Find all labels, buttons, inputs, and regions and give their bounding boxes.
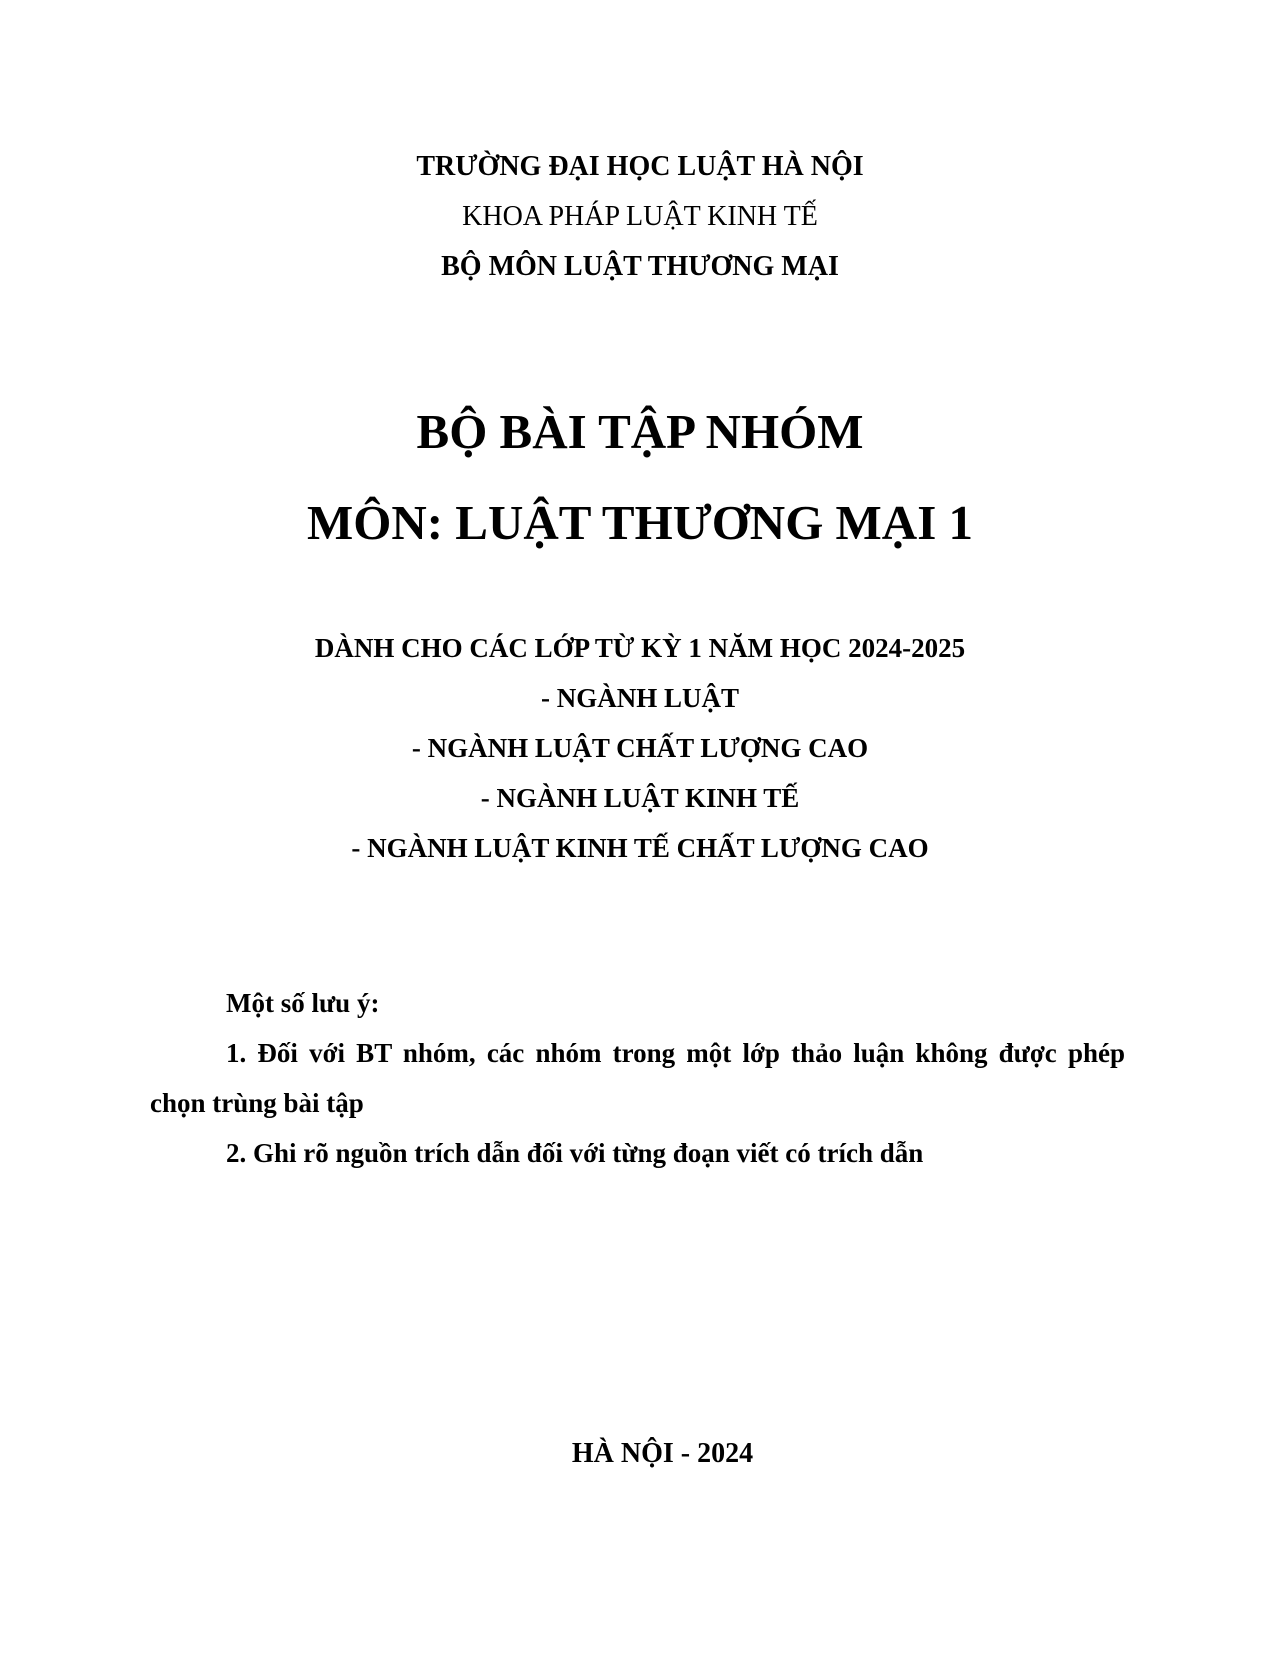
- place-and-year: HÀ NỘI - 2024: [571, 1438, 754, 1469]
- major-item: - NGÀNH LUẬT KINH TẾ CHẤT LƯỢNG CAO: [351, 833, 929, 863]
- university-name: TRƯỜNG ĐẠI HỌC LUẬT HÀ NỘI: [416, 151, 864, 182]
- subject-title: MÔN: LUẬT THƯƠNG MẠI 1: [306, 495, 974, 550]
- document-title: BỘ BÀI TẬP NHÓM: [416, 404, 864, 459]
- major-item: - NGÀNH LUẬT: [540, 683, 739, 713]
- audience-intro: DÀNH CHO CÁC LỚP TỪ KỲ 1 NĂM HỌC 2024-2025: [314, 633, 966, 663]
- notes-heading: Một số lưu ý:: [226, 988, 380, 1018]
- major-item: - NGÀNH LUẬT KINH TẾ: [480, 783, 800, 813]
- note-item: 2. Ghi rõ nguồn trích dẫn đối với từng đoạn viết có trích dẫn: [226, 1138, 924, 1168]
- notes-section: [150, 978, 1125, 1178]
- major-item: - NGÀNH LUẬT CHẤT LƯỢNG CAO: [411, 733, 869, 763]
- note-item: 1. Đối với BT nhóm, các nhóm trong một lớp thảo luận không được phép chọn trùng bài tập: [150, 1038, 1125, 1118]
- department-name: BỘ MÔN LUẬT THƯƠNG MẠI: [441, 251, 839, 282]
- faculty-name: KHOA PHÁP LUẬT KINH TẾ: [462, 201, 818, 232]
